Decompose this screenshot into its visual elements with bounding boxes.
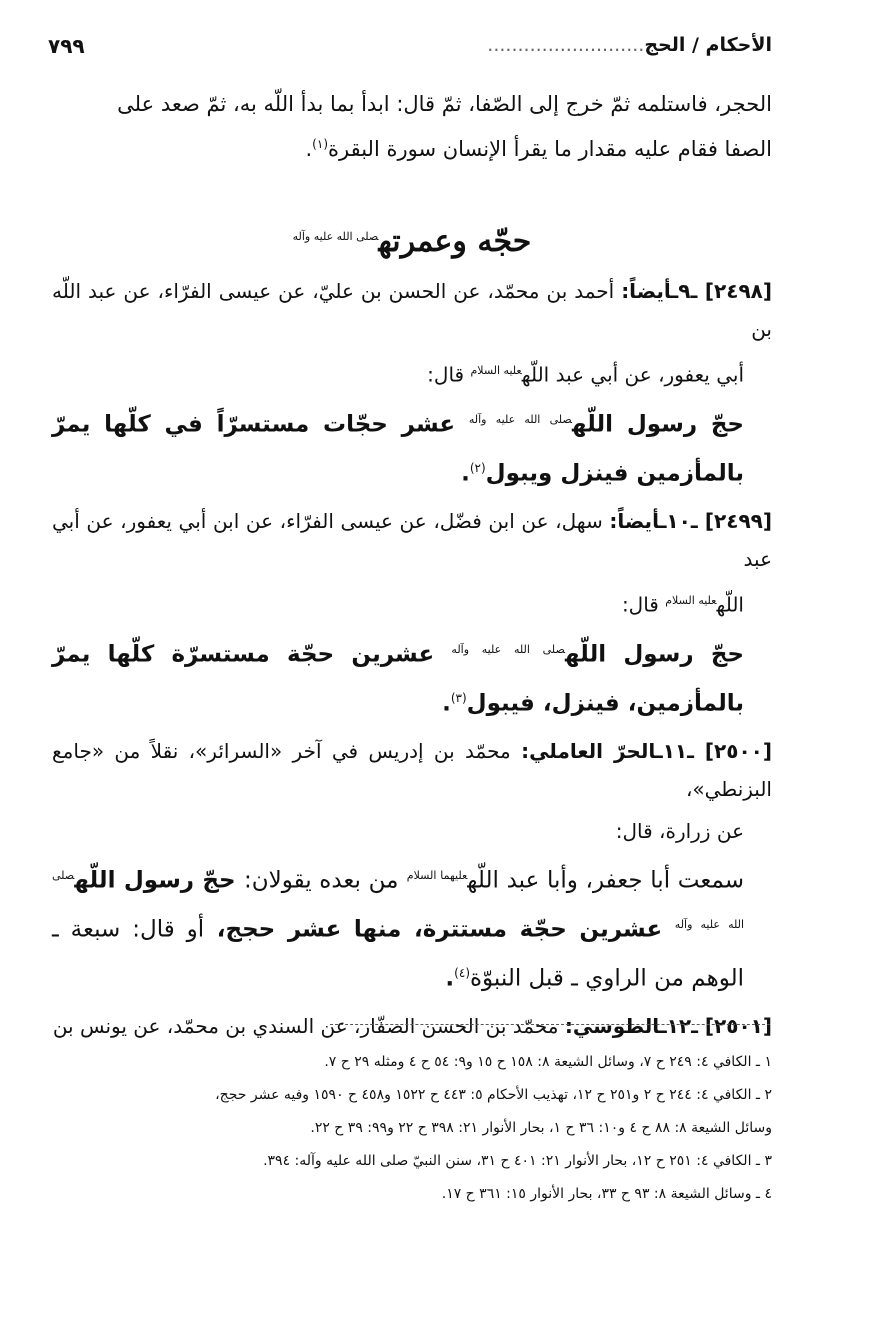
hadith-2498-chain-1: أحمد بن محمّد، عن الحسن بن عليّ، عن عيسى الفرّاء، عن عبد اللّه بن [52, 279, 772, 341]
honorific-imam: عليه السلام [470, 364, 522, 377]
hadith-2499-chain-2b: قال: [621, 592, 659, 617]
hadith-2499-chain [52, 502, 772, 578]
leader-dots: .......................... [487, 34, 645, 56]
hadith-2498-chain-2b: قال: [427, 362, 465, 387]
hadith-2499-matn-a: حجّ رسول اللّه [565, 641, 744, 668]
hadith-2501-source: الطوسي: [564, 1013, 660, 1038]
footnote-4: ٤ ـ وسائل الشيعة ٨: ٩٣ ح ٣٣، بحار الأنوار ١٥: ٣٦١ ح ١٧. [441, 1186, 772, 1202]
hadith-2500-source: الحرّ العاملي: [521, 738, 656, 763]
honorific-imams: عليهما السلام [406, 868, 468, 882]
honorific-prophet: صلى الله عليه وآله [451, 642, 565, 656]
hadith-2498-matn-b: عشر حجّات مستسرّاً في كلّها يمرّ بالمأزمين فينزل ويبول [52, 411, 744, 487]
hadith-2498-matn-a: حجّ رسول اللّه [571, 411, 744, 438]
footnote-marker-2: (٢) [469, 461, 486, 476]
intro-line-2: الصفا فقام عليه مقدار ما يقرأ الإنسان سورة البقرة$^{(١)}$. [305, 137, 772, 161]
intro-line-2-text: الصفا فقام عليه مقدار ما يقرأ الإنسان سورة البقرة [328, 137, 772, 161]
hadith-2499-source: أيضاً: [609, 508, 660, 533]
hadith-2501-number: [٢٥٠١] ـ١٢ـ [659, 1013, 772, 1038]
footnote-marker-1: (١) [312, 137, 328, 151]
hadith-2500-chain-1: محمّد بن إدريس في آخر «السرائر»، نقلاً من «جامع البزنطي»، [52, 738, 772, 801]
hadith-2501-chain-1: محمّد بن الحسن الصفّار، عن السندي بن محمّد، عن يونس بن [52, 1013, 559, 1038]
hadith-2498-chain [52, 272, 772, 348]
footnote-2: ٢ ـ الكافي ٤: ٢٤٤ ح ٢ و٢٥١ ح ١٢، تهذيب الأحكام ٥: ٤٤٣ ح ١٥٢٢ و٤٥٨ ح ١٥٩٠ وفيه عشر حجج، [215, 1087, 772, 1103]
section-title [52, 217, 772, 262]
honorific-prophet: صلى الله عليه وآله [292, 230, 379, 243]
footnotes [52, 1046, 772, 1211]
hadith-2500-chain [52, 732, 772, 808]
intro-line-1: الحجر، فاستلمه ثمّ خرج إلى الصّفا، ثمّ قال: ابدأ بما بدأ اللّه به، ثمّ صعد على [117, 92, 772, 116]
hadith-2498-text: حجّ رسول اللّه$^{صلى الله عليه وآله}$ عشر حجّات مستسرّاً في كلّها يمرّ بالمأزمين فينزل ويبول$^{(٢)}$. [52, 411, 744, 487]
running-title-text: الأحكام / الحج [644, 34, 772, 56]
honorific-imam: عليه السلام [665, 593, 717, 607]
hadith-2500-matn-plain-1: سمعت أبا جعفر، وأبا عبد اللّه [467, 867, 745, 894]
hadith-2498-number: [٢٤٩٨] ـ٩ـ [671, 279, 772, 303]
hadith-2501-chain [52, 1007, 772, 1045]
hadith-2498-chain-2a: أبي يعفور، عن أبي عبد اللّه [521, 362, 744, 387]
footnote-1: ١ ـ الكافي ٤: ٢٤٩ ح ٧، وسائل الشيعة ٨: ١٥٨ ح ١٥ و٩: ٥٤ ح ٤ ومثله ٢٩ ح ٧. [324, 1054, 772, 1070]
hadith-2500-matn-plain-3: أو قال: سبعة ـ الوهم من الراوي ـ قبل النبوّة [52, 916, 744, 992]
hadith-2500-matn-bold-1: حجّ رسول اللّه [74, 867, 236, 894]
honorific-prophet: صلى الله عليه وآله [52, 868, 745, 931]
hadith-2499-chain-2a: اللّه [716, 592, 744, 617]
section-title-text: حجّه وعمرته [378, 224, 532, 259]
footnote-3: ٣ ـ الكافي ٤: ٢٥١ ح ١٢، بحار الأنوار ٢١: ٤٠١ ح ٣١، سنن النبيّ صلى الله عليه وآله: ٣٩٤. [263, 1153, 772, 1169]
hadith-2500-number: [٢٥٠٠] ـ١١ـ [655, 738, 772, 763]
page-number: ٧٩٩ [48, 34, 85, 58]
running-title [487, 34, 772, 56]
hadith-2499-chain-cont [52, 582, 772, 624]
footnote-2-cont: وسائل الشيعة ٨: ٨٨ ح ٤ و١٠: ٣٦ ح ١، بحار الأنوار ٢١: ٣٩٨ ح ٢٢ و٩٩: ٣٩ ح ٢٢. [310, 1120, 772, 1136]
hadith-2498-source: أيضاً: [621, 279, 672, 303]
hadith-2500-matn-plain-2: من بعده يقولان: [243, 867, 399, 894]
footnote-marker-4: (٤) [454, 966, 470, 981]
footnote-divider [330, 1024, 770, 1025]
hadith-2500-chain-cont: عن زرارة، قال: [615, 818, 744, 843]
page-header [48, 34, 772, 66]
hadith-2500-matn-bold-2: عشرين حجّة مستترة، منها عشر حجج، [216, 916, 663, 943]
hadith-2499-matn-b: عشرين حجّة مستسرّة كلّها يمرّ بالمأزمين، فينزل، فيبول [52, 641, 744, 717]
hadith-2499-number: [٢٤٩٩] ـ١٠ـ [659, 508, 772, 533]
page-body [52, 84, 772, 1045]
honorific-prophet: صلى الله عليه وآله [468, 412, 572, 426]
footnote-marker-3: (٣) [450, 691, 467, 706]
hadith-2499-text: حجّ رسول اللّه$^{صلى الله عليه وآله}$ عشرين حجّة مستسرّة كلّها يمرّ بالمأزمين، فينزل، فيبول$^{(٣)}$. [52, 641, 744, 717]
hadith-2499-chain-1: سهل، عن ابن فضّل، عن عيسى الفرّاء، عن ابن أبي يعفور، عن أبي عبد [52, 508, 772, 571]
hadith-2500-text: سمعت أبا جعفر، وأبا عبد اللّه$^{عليهما السلام}$ من بعده يقولان: حجّ رسول اللّه$^{صلى الله عليه وآله}$ عشرين حجّة مستترة، منها عشر حجج، أو قال: سبعة ـ الوهم من الراوي ـ قبل النبوّة$^{(٤)}$. [52, 867, 745, 992]
hadith-2498-chain-cont [52, 352, 772, 394]
